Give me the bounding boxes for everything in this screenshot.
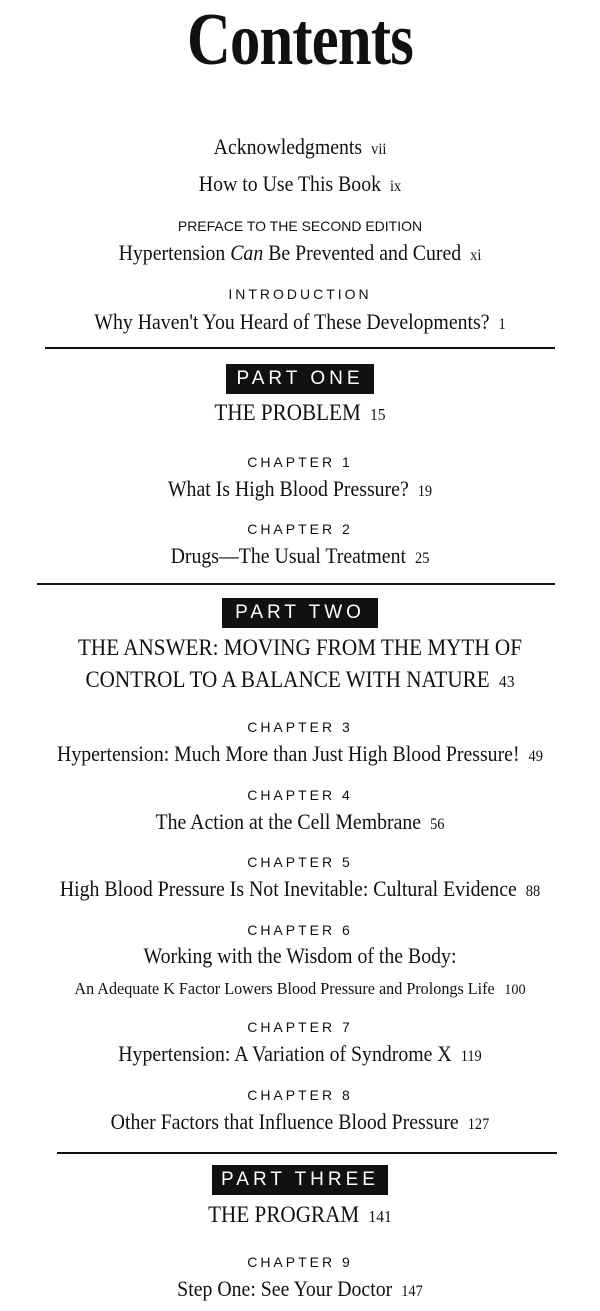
toc-entry-preface[interactable] xyxy=(30,240,570,269)
chapter-label: CHAPTER 1 xyxy=(247,454,353,470)
toc-entry-chapter-8[interactable] xyxy=(30,1109,570,1138)
page-number: 141 xyxy=(368,1207,392,1226)
page-number: 100 xyxy=(504,982,526,998)
part-two-title-line1[interactable] xyxy=(24,634,576,662)
chapter-label: CHAPTER 2 xyxy=(247,521,353,537)
toc-entry-chapter-7[interactable] xyxy=(30,1041,570,1070)
page-number: ix xyxy=(390,178,402,195)
toc-entry-chapter-6[interactable] xyxy=(30,943,570,969)
entry-text: High Blood Pressure Is Not Inevitable: Cultural Evidence xyxy=(59,876,517,901)
emphasis-can: Can xyxy=(230,240,264,265)
toc-entry-introduction[interactable] xyxy=(30,309,570,338)
part-three-title[interactable] xyxy=(24,1201,576,1231)
entry-text: Hypertension: Much More than Just High Blood Pressure! xyxy=(57,741,520,766)
divider xyxy=(37,583,555,585)
toc-entry-chapter-1[interactable] xyxy=(30,476,570,505)
page-number: 119 xyxy=(460,1048,482,1065)
toc-entry-how-to-use[interactable] xyxy=(30,171,570,200)
part-one-banner: PART ONE xyxy=(226,364,374,394)
page-number: 25 xyxy=(414,550,430,567)
page-number: 56 xyxy=(430,816,445,833)
preface-label: PREFACE TO THE SECOND EDITION xyxy=(177,218,423,234)
page-number: 127 xyxy=(467,1116,490,1133)
entry-text: Hypertension Can Be Prevented and Cured xyxy=(118,240,462,265)
entry-subtext: An Adequate K Factor Lowers Blood Pressure and Prolongs Life xyxy=(74,979,495,998)
toc-entry-chapter-9[interactable] xyxy=(30,1276,570,1305)
toc-entry-chapter-6-subtitle[interactable] xyxy=(15,976,585,1003)
entry-text: Hypertension: A Variation of Syndrome X xyxy=(118,1041,452,1066)
toc-entry-acknowledgments[interactable] xyxy=(30,134,570,163)
entry-text: How to Use This Book xyxy=(198,171,382,196)
chapter-label: CHAPTER 3 xyxy=(247,719,353,735)
entry-text: The Action at the Cell Membrane xyxy=(155,809,422,834)
divider xyxy=(57,1152,557,1154)
part-title-text: THE PROGRAM xyxy=(208,1202,360,1227)
page-number: 15 xyxy=(369,405,386,424)
toc-entry-chapter-5[interactable] xyxy=(30,876,570,905)
chapter-label: CHAPTER 6 xyxy=(247,922,353,938)
toc-entry-chapter-3[interactable] xyxy=(30,741,570,770)
part-one-title[interactable] xyxy=(24,399,576,429)
toc-entry-chapter-2[interactable] xyxy=(30,543,570,572)
chapter-label: CHAPTER 4 xyxy=(247,787,353,803)
page-number: 147 xyxy=(401,1283,423,1300)
entry-text: Why Haven't You Heard of These Developments? xyxy=(94,309,490,334)
entry-text: Other Factors that Influence Blood Pressure xyxy=(110,1109,459,1134)
chapter-label: CHAPTER 8 xyxy=(247,1087,353,1103)
entry-text: Step One: See Your Doctor xyxy=(177,1276,393,1301)
page-number: 49 xyxy=(528,748,543,765)
entry-text: Acknowledgments xyxy=(213,134,363,159)
page-number: 1 xyxy=(498,316,506,333)
page-title: Contents xyxy=(186,0,414,81)
page-number: vii xyxy=(371,141,387,158)
part-two-banner: PART TWO xyxy=(222,598,378,628)
divider xyxy=(45,347,555,349)
introduction-label: INTRODUCTION xyxy=(228,286,372,302)
entry-text: What Is High Blood Pressure? xyxy=(167,476,409,501)
part-two-title-line2[interactable] xyxy=(24,666,576,696)
part-title-text: CONTROL TO A BALANCE WITH NATURE xyxy=(85,667,490,692)
page-number: 88 xyxy=(525,883,541,900)
part-title-text: THE PROBLEM xyxy=(214,400,361,425)
chapter-label: CHAPTER 5 xyxy=(247,854,353,870)
page-number: 19 xyxy=(417,483,433,500)
entry-text: Drugs—The Usual Treatment xyxy=(170,543,406,568)
toc-entry-chapter-4[interactable] xyxy=(30,809,570,838)
page-number: xi xyxy=(470,247,482,264)
entry-text: Working with the Wisdom of the Body: xyxy=(143,943,457,968)
chapter-label: CHAPTER 9 xyxy=(247,1254,353,1270)
chapter-label: CHAPTER 7 xyxy=(247,1019,353,1035)
part-title-text: THE ANSWER: MOVING FROM THE MYTH OF xyxy=(77,635,522,660)
page-number: 43 xyxy=(498,672,515,691)
part-three-banner: PART THREE xyxy=(212,1165,388,1195)
